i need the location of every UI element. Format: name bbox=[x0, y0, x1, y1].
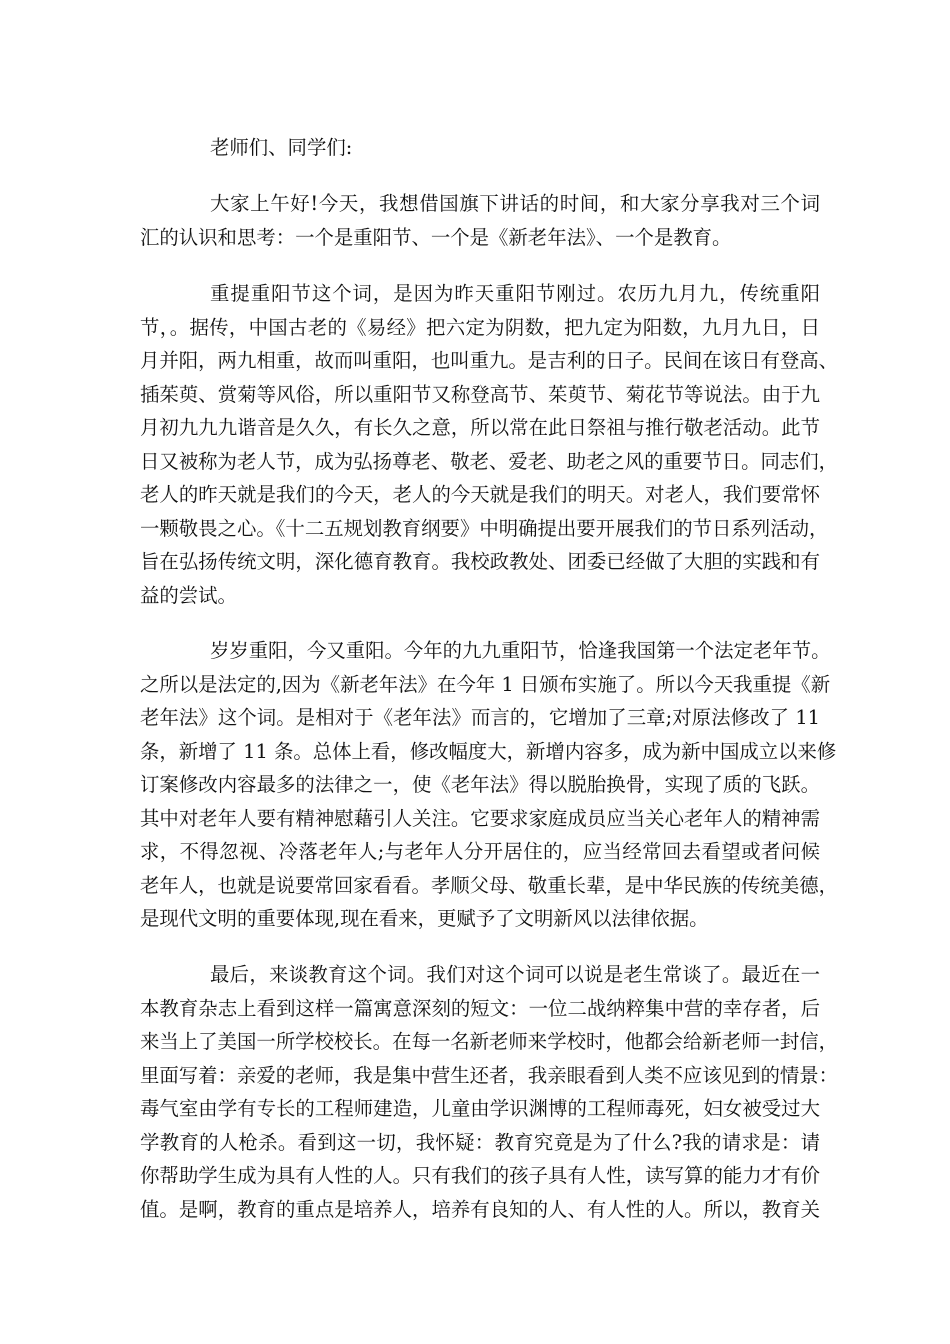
paragraph-line: 你帮助学生成为具有人性的人。只有我们的孩子具有人性，读写算的能力才有价 bbox=[140, 1164, 820, 1187]
paragraph-2 bbox=[140, 277, 839, 612]
paragraph-line: 其中对老年人要有精神慰藉引人关注。它要求家庭成员应当关心老年人的精神需 bbox=[140, 806, 820, 830]
paragraph-line: 旨在弘扬传统文明，深化德育教育。我校政教处、团委已经做了大胆的实践和有 bbox=[140, 550, 820, 573]
paragraph-line: 最后，来谈教育这个词。我们对这个词可以说是老生常谈了。最近在一 bbox=[210, 963, 820, 986]
paragraph-line: 学教育的人枪杀。看到这一切，我怀疑：教育究竟是为了什么?我的请求是：请 bbox=[140, 1130, 820, 1154]
paragraph-line: 本教育杂志上看到这样一篇寓意深刻的短文：一位二战纳粹集中营的幸存者，后 bbox=[140, 996, 820, 1020]
paragraph-line: 益的尝试。 bbox=[140, 583, 237, 607]
paragraph-line: 大家上午好!今天，我想借国旗下讲话的时间，和大家分享我对三个词 bbox=[210, 192, 820, 215]
paragraph-line: 老年人，也就是说要常回家看看。孝顺父母、敬重长辈，是中华民族的传统美德， bbox=[140, 873, 839, 897]
paragraph-line: 汇的认识和思考：一个是重阳节、一个是《新老年法》、一个是教育。 bbox=[140, 225, 732, 249]
greeting: 老师们、同学们: bbox=[210, 136, 353, 159]
paragraph-line: 条，新增了 11 条。总体上看，修改幅度大，新增内容多，成为新中国成立以来修 bbox=[140, 739, 837, 763]
paragraph-line: 一颗敬畏之心。《十二五规划教育纲要》中明确提出要开展我们的节日系列活动， bbox=[140, 516, 829, 540]
paragraph-line: 订案修改内容最多的法律之一，使《老年法》得以脱胎换骨，实现了质的飞跃。 bbox=[140, 773, 820, 796]
paragraph-4 bbox=[140, 958, 839, 1226]
paragraph-line: 求，不得忽视、冷落老年人;与老年人分开居住的，应当经常回去看望或者问候 bbox=[140, 840, 820, 863]
paragraph-line: 月初九九九谐音是久久，有长久之意，所以常在此日祭祖与推行敬老活动。此节 bbox=[140, 416, 820, 439]
paragraph-line: 月并阳，两九相重，故而叫重阳，也叫重九。是吉利的日子。民间在该日有登高、 bbox=[140, 349, 839, 372]
paragraph-3 bbox=[140, 634, 839, 936]
paragraph-line: 重提重阳节这个词，是因为昨天重阳节刚过。农历九月九，传统重阳 bbox=[210, 282, 820, 305]
paragraph-line: 日又被称为老人节，成为弘扬尊老、敬老、爱老、助老之风的重要节日。同志们， bbox=[140, 449, 839, 473]
paragraph-1 bbox=[140, 187, 820, 254]
paragraph-line: 里面写着：亲爱的老师，我是集中营生还者，我亲眼看到人类不应该见到的情景： bbox=[140, 1063, 839, 1087]
paragraph-line: 值。是啊，教育的重点是培养人，培养有良知的人、有人性的人。所以，教育关 bbox=[140, 1197, 820, 1221]
paragraph-line: 岁岁重阳，今又重阳。今年的九九重阳节，恰逢我国第一个法定老年节。 bbox=[210, 639, 831, 662]
greeting-block bbox=[140, 131, 820, 165]
paragraph-line: 插茱萸、赏菊等风俗，所以重阳节又称登高节、茱萸节、菊花节等说法。由于九 bbox=[140, 382, 820, 406]
paragraph-line: 之所以是法定的,因为《新老年法》在今年 1 日颁布实施了。所以今天我重提《新 bbox=[140, 672, 831, 696]
paragraph-line: 老年法》这个词。是相对于《老年法》而言的，它增加了三章;对原法修改了 11 bbox=[140, 706, 820, 729]
paragraph-line: 来当上了美国一所学校校长。在每一名新老师来学校时，他都会给新老师一封信， bbox=[140, 1030, 839, 1053]
paragraph-line: 老人的昨天就是我们的今天，老人的今天就是我们的明天。对老人，我们要常怀 bbox=[140, 483, 820, 506]
paragraph-line: 毒气室由学有专长的工程师建造，儿童由学识渊博的工程师毒死，妇女被受过大 bbox=[140, 1097, 820, 1120]
paragraph-line: 节，。据传，中国古老的《易经》把六定为阴数，把九定为阳数，九月九日，日 bbox=[140, 315, 820, 339]
paragraph-line: 是现代文明的重要体现,现在看来，更赋予了文明新风以法律依据。 bbox=[140, 907, 709, 930]
